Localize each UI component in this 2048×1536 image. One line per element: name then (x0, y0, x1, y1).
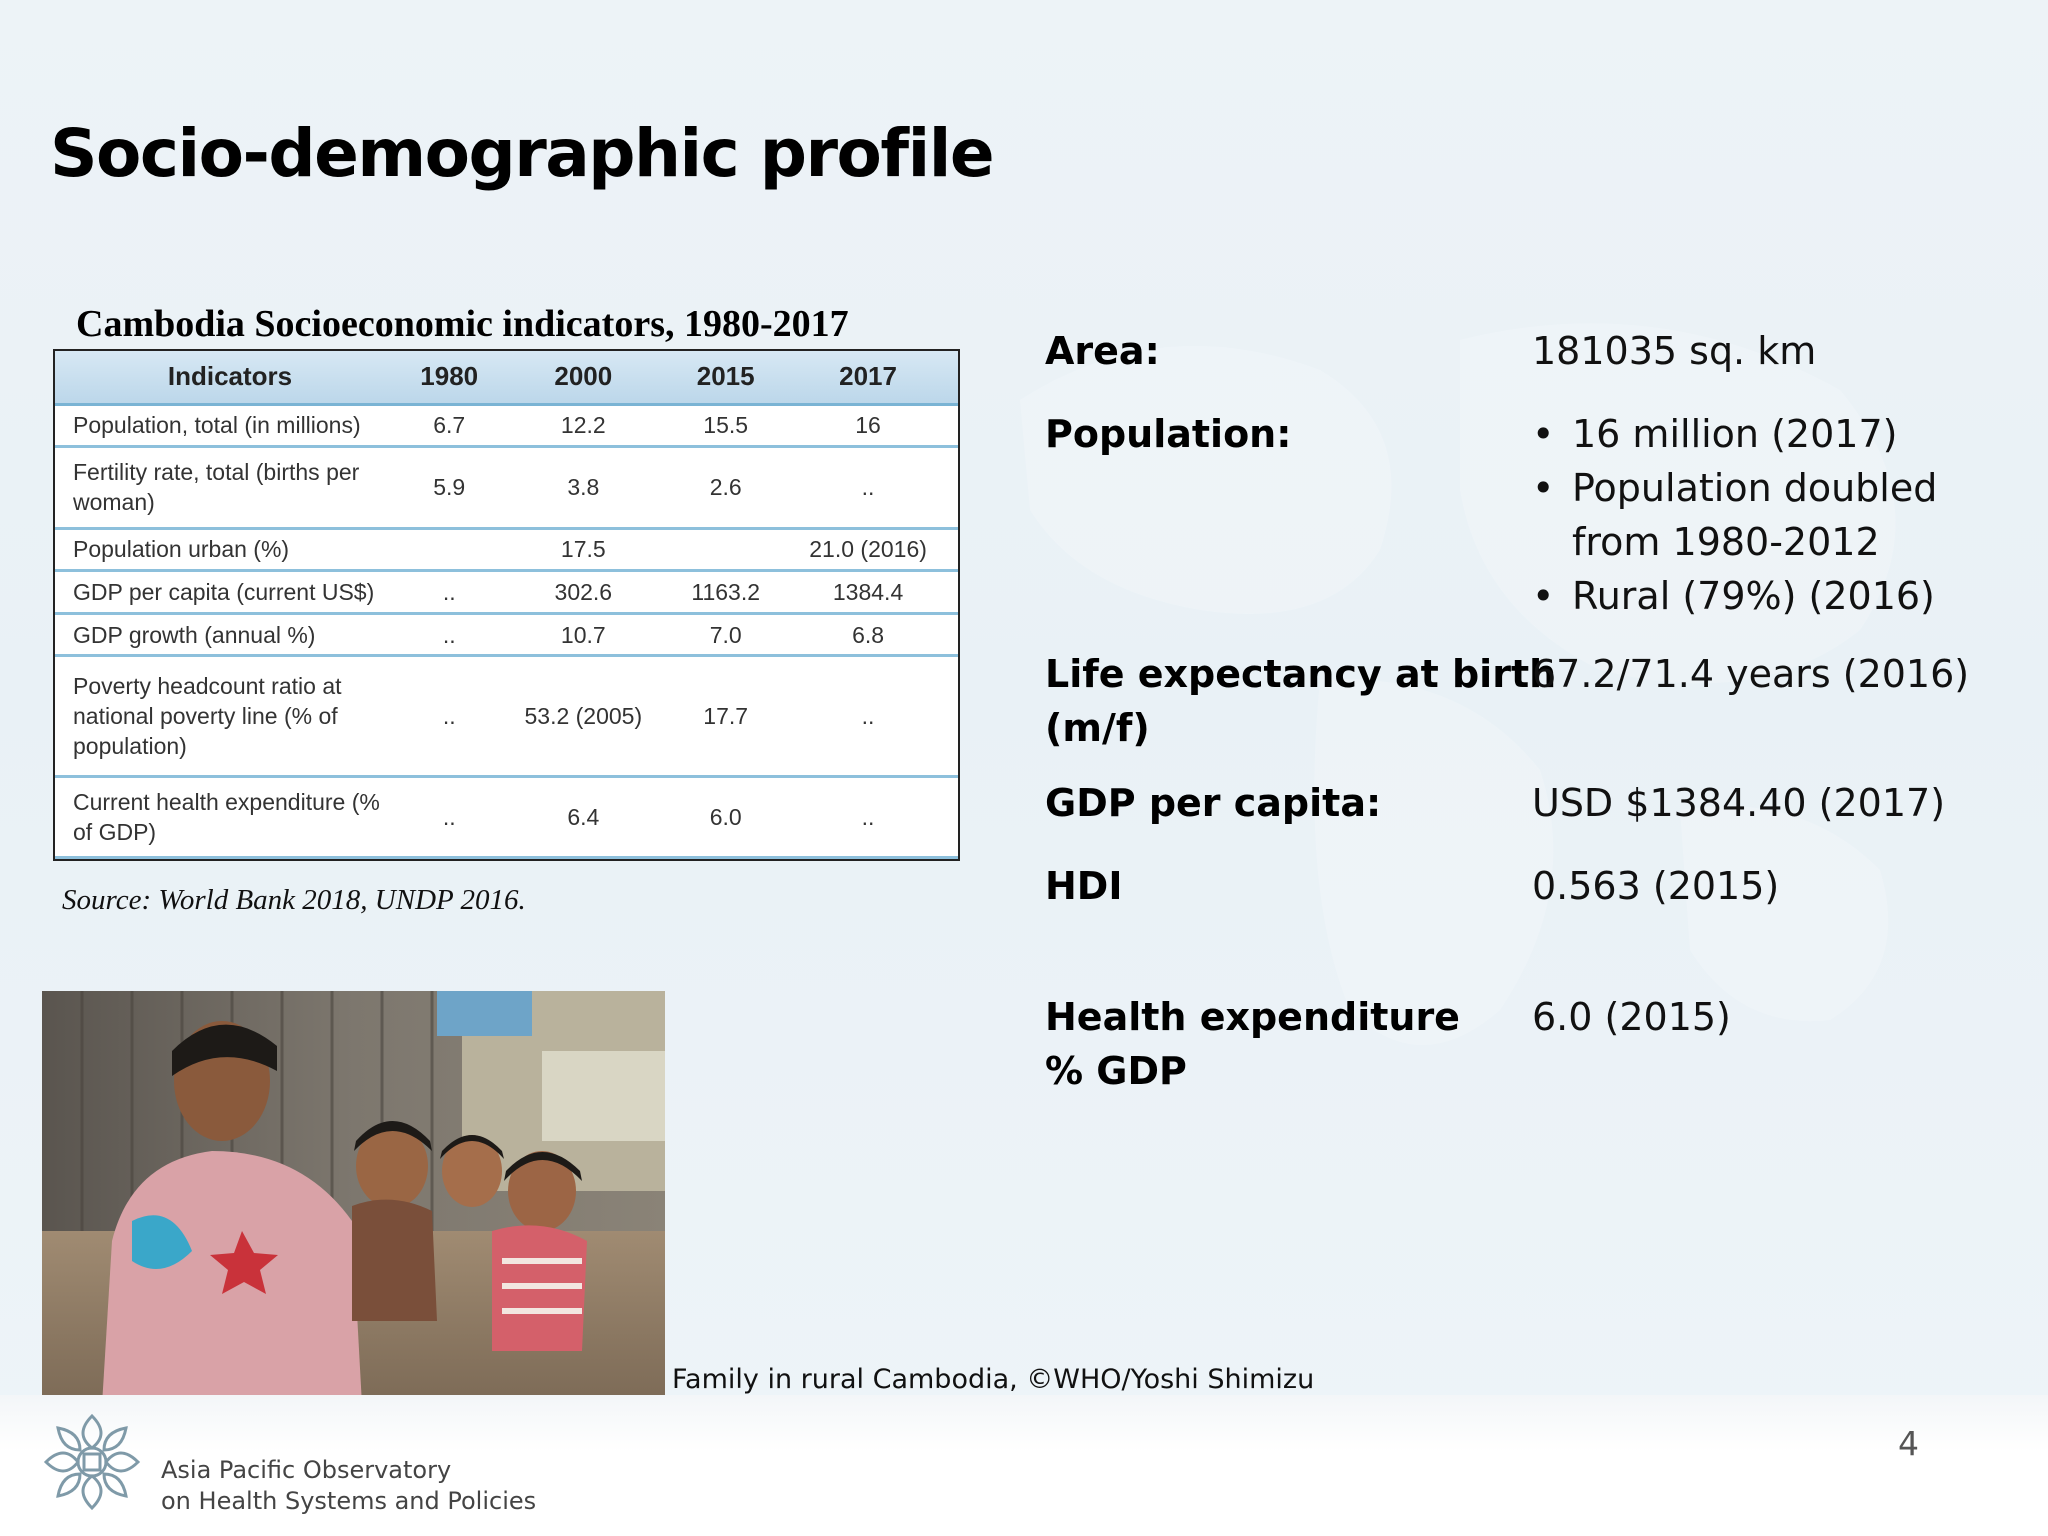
table-row (55, 776, 958, 857)
indicators-table (53, 349, 960, 861)
table-cell: Population urban (%) (55, 528, 405, 571)
life-expectancy-label-line2: (m/f) (1045, 706, 1150, 750)
slide-title: Socio-demographic profile (50, 115, 994, 192)
table-cell: .. (405, 656, 493, 776)
table-cell: 10.7 (493, 613, 673, 656)
table-cell: 3.8 (493, 447, 673, 528)
table-row (55, 656, 958, 776)
table-cell (405, 528, 493, 571)
table-cell: .. (405, 613, 493, 656)
population-bullets (1532, 407, 1937, 623)
table-source: Source: World Bank 2018, UNDP 2016. (62, 884, 526, 916)
page-number: 4 (1898, 1424, 1919, 1463)
table-caption: Cambodia Socioeconomic indicators, 1980-2017 (76, 303, 849, 345)
table-cell: 1384.4 (778, 571, 958, 614)
area-value: 181035 sq. km (1532, 329, 1817, 373)
list-item: • Population doubled (1532, 461, 1937, 515)
table-cell: .. (778, 447, 958, 528)
table-cell: 21.0 (2016) (778, 528, 958, 571)
family-photo (42, 991, 665, 1405)
life-expectancy-label-line1: Life expectancy at birth (1045, 652, 1557, 696)
table-row (55, 528, 958, 571)
table-cell: 15.5 (673, 404, 778, 447)
list-item-continuation-text: from 1980-2012 (1572, 520, 1880, 564)
indicators-table-grid (55, 351, 958, 859)
table-cell: Fertility rate, total (births per woman) (55, 447, 405, 528)
health-expenditure-value: 6.0 (2015) (1532, 995, 1731, 1039)
organization-name (161, 1455, 536, 1517)
table-cell: 17.5 (493, 528, 673, 571)
population-label: Population: (1045, 412, 1292, 456)
health-expenditure-label (1045, 990, 1460, 1098)
table-cell: .. (778, 656, 958, 776)
column-header: 2015 (673, 351, 778, 404)
table-cell: .. (778, 776, 958, 857)
column-header: 1980 (405, 351, 493, 404)
organization-name-line2: on Health Systems and Policies (161, 1487, 537, 1515)
table-cell: 6.4 (493, 776, 673, 857)
observatory-logo-icon (40, 1410, 144, 1514)
table-cell: 2.6 (673, 447, 778, 528)
table-cell: 6.7 (405, 404, 493, 447)
family-photo-illustration (42, 991, 665, 1405)
organization-name-line1: Asia Pacific Observatory (161, 1456, 452, 1484)
table-cell: 7.0 (673, 613, 778, 656)
table-row (55, 571, 958, 614)
key-facts (1045, 0, 2025, 1100)
column-header: Indicators (55, 351, 405, 404)
list-item: • 16 million (2017) (1532, 407, 1937, 461)
table-cell: 5.9 (405, 447, 493, 528)
table-cell: Poverty headcount ratio at national poverty line (% of population) (55, 656, 405, 776)
table-row (55, 447, 958, 528)
photo-caption: Family in rural Cambodia, ©WHO/Yoshi Shimizu (672, 1364, 1315, 1395)
table-cell: 17.7 (673, 656, 778, 776)
table-cell: GDP growth (annual %) (55, 613, 405, 656)
list-item: • Rural (79%) (2016) (1532, 569, 1937, 623)
table-cell: 1163.2 (673, 571, 778, 614)
list-item-continuation (1532, 515, 1937, 569)
table-cell: 12.2 (493, 404, 673, 447)
table-row (55, 613, 958, 656)
table-header-row (55, 351, 958, 404)
table-cell: 6.0 (673, 776, 778, 857)
table-cell: 53.2 (2005) (493, 656, 673, 776)
table-cell: 16 (778, 404, 958, 447)
area-label: Area: (1045, 329, 1160, 373)
table-cell: Population, total (in millions) (55, 404, 405, 447)
life-expectancy-label (1045, 647, 1556, 755)
hdi-label: HDI (1045, 864, 1123, 908)
table-cell: 302.6 (493, 571, 673, 614)
hdi-value: 0.563 (2015) (1532, 864, 1780, 908)
table-cell: 6.8 (778, 613, 958, 656)
column-header: 2017 (778, 351, 958, 404)
gdp-label: GDP per capita: (1045, 781, 1382, 825)
health-expenditure-label-line1: Health expenditure (1045, 995, 1460, 1039)
table-cell: .. (405, 571, 493, 614)
life-expectancy-value: 67.2/71.4 years (2016) (1532, 652, 1970, 696)
health-expenditure-label-line2: % GDP (1045, 1049, 1187, 1093)
gdp-value: USD $1384.40 (2017) (1532, 781, 1946, 825)
table-cell: .. (405, 776, 493, 857)
table-cell: GDP per capita (current US$) (55, 571, 405, 614)
table-cell: Current health expenditure (% of GDP) (55, 776, 405, 857)
table-row (55, 404, 958, 447)
column-header: 2000 (493, 351, 673, 404)
table-cell (673, 528, 778, 571)
